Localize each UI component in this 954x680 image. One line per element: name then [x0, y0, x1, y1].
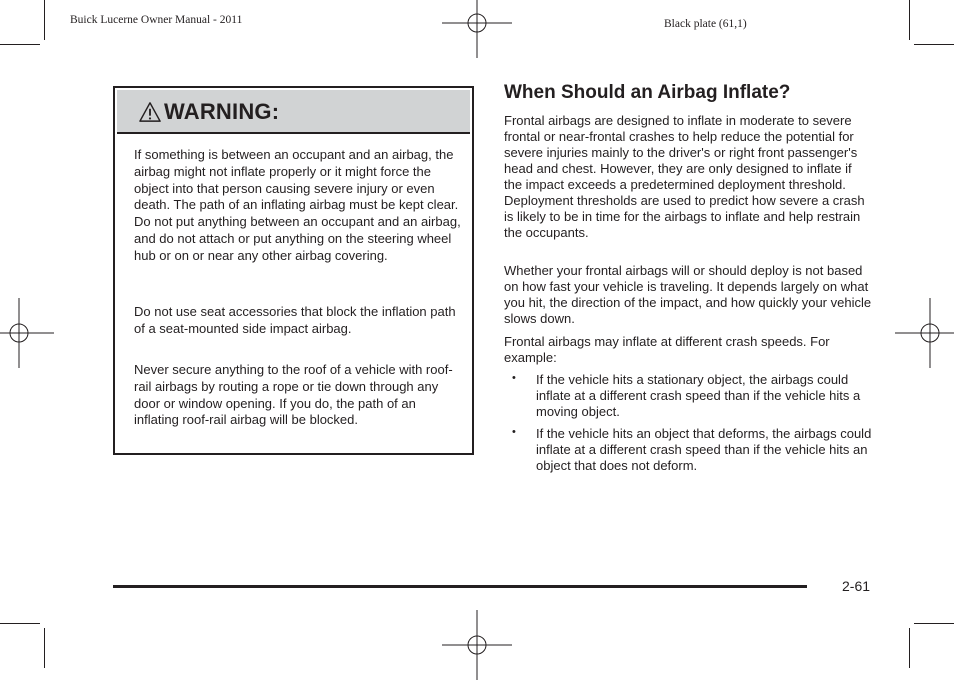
header-manual-title: Buick Lucerne Owner Manual - 2011: [70, 14, 243, 26]
warning-paragraph: If something is between an occupant and an airbag, the airbag might not inflate properly or it might force the object into that person causing severe injury or even death. The path of an inflating airbag must be kept clear. Do not put anything between an occupant and an airbag, and do not attach or put anything on the steering wheel hub or on or near any other airbag covering.: [134, 147, 461, 263]
crop-mark: [0, 44, 40, 45]
header-plate-label: Black plate (61,1): [664, 18, 747, 30]
crop-mark: [0, 623, 40, 624]
bullet-marker: •: [512, 372, 516, 384]
bullet-marker: •: [512, 426, 516, 438]
crop-mark: [44, 0, 45, 40]
registration-mark-icon: [442, 0, 512, 58]
crop-mark: [914, 623, 954, 624]
page-number: 2-61: [842, 578, 871, 594]
bullet-item: If the vehicle hits an object that deforms, the airbags could inflate at a different crash speed than if the vehicle hits an object that does not deform.: [536, 426, 872, 473]
registration-mark-icon: [895, 298, 954, 368]
warning-paragraph: Do not use seat accessories that block the inflation path of a seat-mounted side impact airbag.: [134, 304, 456, 336]
footer-rule: [113, 585, 807, 588]
section-heading: When Should an Airbag Inflate?: [504, 82, 791, 103]
crop-mark: [909, 0, 910, 40]
warning-triangle-icon: [139, 101, 161, 123]
registration-mark-icon: [0, 298, 54, 368]
body-paragraph: Frontal airbags are designed to inflate in moderate to severe frontal or near-frontal crashes to help reduce the potential for severe injuries mainly to the driver's or right front passenger's head and chest. However, they are only designed to inflate if the impact exceeds a predetermined deployment threshold. Deployment thresholds are used to predict how severe a crash is likely to be in time for the airbags to inflate and help restrain the occupants.: [504, 113, 865, 240]
registration-mark-icon: [442, 610, 512, 680]
crop-mark: [909, 628, 910, 668]
crop-mark: [914, 44, 954, 45]
body-paragraph: Whether your frontal airbags will or should deploy is not based on how fast your vehicle is traveling. It depends largely on what you hit, the direction of the impact, and how quickly your vehicle slows down.: [504, 263, 872, 326]
body-paragraph: Frontal airbags may inflate at different crash speeds. For example:: [504, 334, 830, 365]
warning-title: WARNING:: [164, 99, 280, 124]
bullet-item: If the vehicle hits a stationary object, the airbags could inflate at a different crash speed than if the vehicle hits a moving object.: [536, 372, 861, 419]
warning-paragraph: Never secure anything to the roof of a vehicle with roof-rail airbags by routing a rope or tie down through any door or window opening. If you do, the path of an inflating roof-rail airbag will be blocked.: [134, 362, 453, 428]
warning-header: [117, 90, 470, 134]
crop-mark: [44, 628, 45, 668]
